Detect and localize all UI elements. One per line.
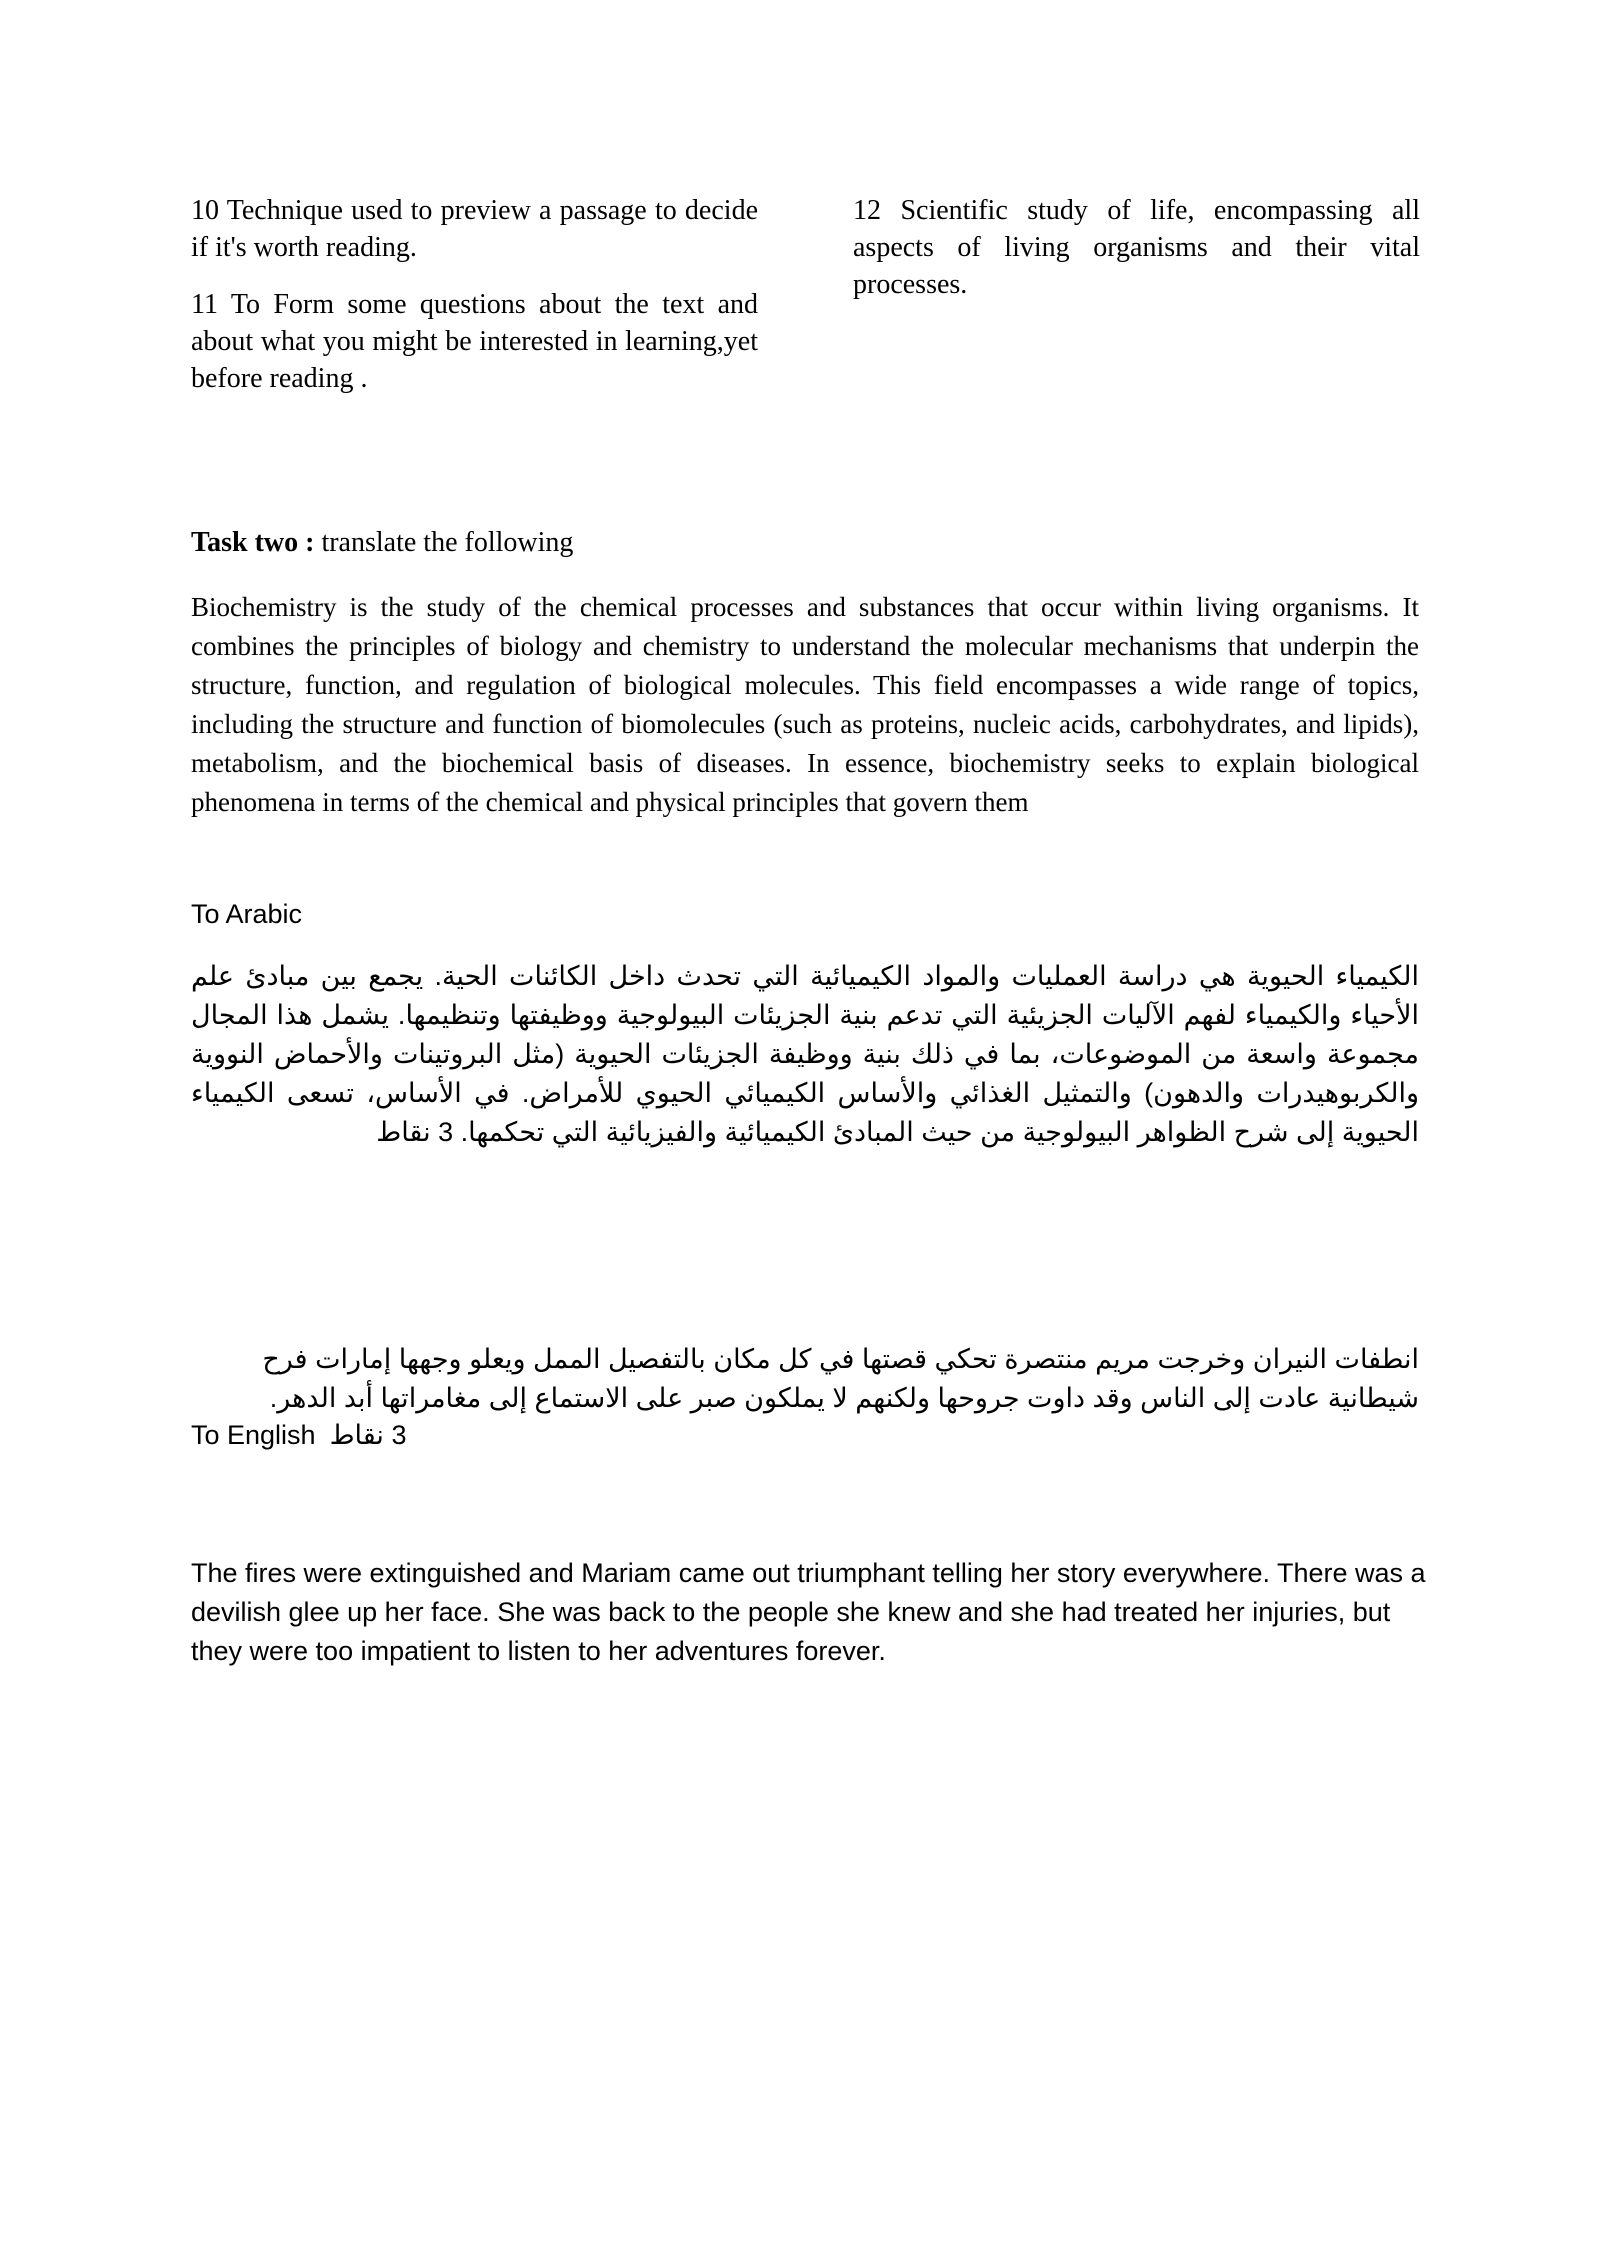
english-source-passage: Biochemistry is the study of the chemical processes and substances that occur within living organisms. It combines the principles of biology and chemistry to understand the molecular mechanisms that underpin the structure, function, and regulation of biological molecules. This field encompasses a wide range of topics, including the structure and function of biomolecules (such as proteins, nucleic acids, carbohydrates, and lipids), metabolism, and the biochemical basis of diseases. In essence, biochemistry seeks to explain biological phenomena in terms of the chemical and physical principles that govern them: [191, 592, 1419, 817]
question-12: 12 Scientific study of life, encompassing all aspects of living organisms and their vital processes.: [853, 195, 1420, 300]
arabic-translation-answer: الكيمياء الحيوية هي دراسة العمليات والمواد الكيميائية التي تحدث داخل الكائنات الحية. يجمع بين مبادئ علم الأحياء والكيمياء لفهم الآليات الجزيئية التي تدعم بنية الجزيئات البيولوجية ووظيفتها وتنظيمها. يشمل هذا المجال مجموعة واسعة من الموضوعات، بما في ذلك بنية ووظيفة الجزيئات الحيوية (مثل البروتينات والأحماض النووية والكربوهيدرات والدهون) والتمثيل الغذائي والأساس الكيميائي الحيوي للأمراض. في الأساس، تسعى الكيمياء الحيوية إلى شرح الظواهر البيولوجية من حيث المبادئ الكيميائية والفيزيائية التي تحكمها. 3 نقاط: [191, 961, 1419, 1147]
to-english-label: To English: [191, 1420, 316, 1450]
task-two-label: Task two :: [191, 527, 315, 558]
questions-right-column: [853, 192, 1420, 323]
task-two-instruction: translate the following: [314, 527, 574, 558]
arabic-source-passage: انطفات النيران وخرجت مريم منتصرة تحكي قصتها في كل مكان بالتفصيل الممل ويعلو وجهها إمارات فرح شيطانية عادت إلى الناس وقد داوت جروحها ولكنهم لا يملكون صبر على الاستماع إلى مغامراتها أبد الدهر.: [262, 1344, 1419, 1413]
task-two-heading: [191, 525, 573, 561]
to-english-heading: [191, 1418, 406, 1452]
english-translation-answer: The fires were extinguished and Mariam came out triumphant telling her story everywhere. There was a devilish glee up her face. She was back to the people she knew and she had treated her injuries, but they were too impatient to listen to her adventures forever.: [191, 1558, 1426, 1666]
question-10: 10 Technique used to preview a passage to decide if it's worth reading.: [191, 195, 758, 263]
to-english-points: 3 نقاط: [329, 1420, 407, 1450]
questions-left-column: [191, 192, 758, 417]
question-11: 11 To Form some questions about the text and about what you might be interested in learning,yet before reading .: [191, 289, 758, 394]
to-arabic-label: To Arabic: [191, 899, 303, 929]
